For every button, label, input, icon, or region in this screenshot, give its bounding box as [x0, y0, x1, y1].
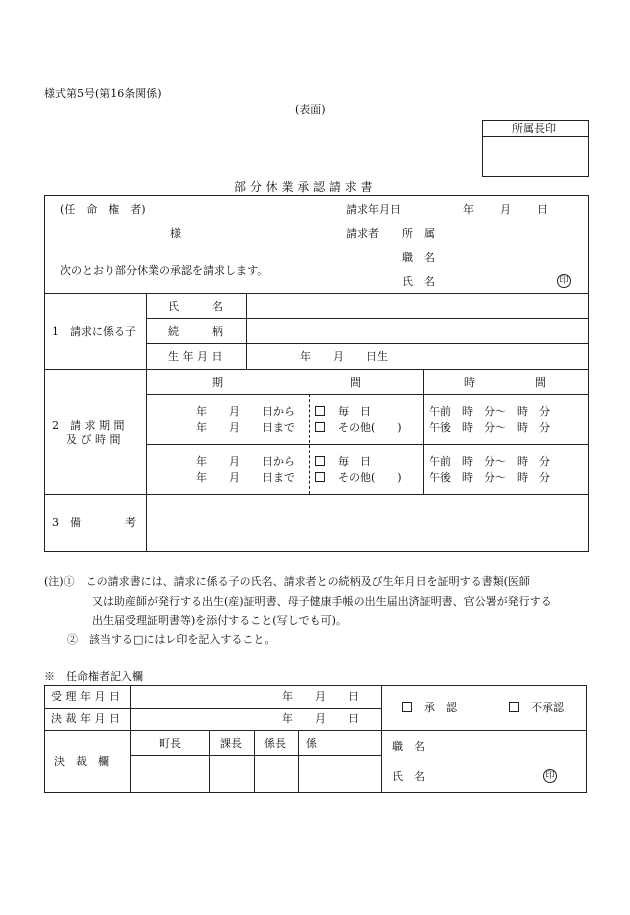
- form-number: 様式第5号(第16条関係): [44, 87, 162, 100]
- daily-option: 毎 日: [338, 405, 371, 418]
- disapprove-label: 不承認: [531, 701, 564, 714]
- note1-line2: 又は助産師が発行する出生(産)証明書、母子健康手帳の出生届出済証明書、官公署が発行する: [92, 595, 552, 608]
- decision-column-label: 決 裁 欄: [54, 755, 109, 768]
- received-date-label: 受 理 年 月 日: [51, 690, 120, 703]
- appointer-label: (任 命 権 者): [60, 203, 146, 216]
- child-birth-value: 年 月 日生: [300, 350, 388, 363]
- col-staff: 係: [306, 737, 317, 750]
- note1-line1: (注)① この請求書には、請求に係る子の氏名、請求者との続柄及び生年月日を証明する書類(医師: [44, 575, 530, 588]
- period-from: 年 月 日から: [196, 405, 295, 418]
- period-to: 年 月 日まで: [196, 471, 295, 484]
- col-subsection-chief: 係長: [264, 737, 286, 750]
- name-label: 氏 名: [402, 275, 435, 288]
- approve-checkbox[interactable]: [402, 702, 412, 712]
- section1-label: 1 請求に係る子: [52, 325, 136, 338]
- col-period-left: 期: [212, 376, 223, 389]
- decided-date-label: 決 裁 年 月 日: [51, 712, 120, 725]
- section2-label-line2: 及 び 時 間: [66, 433, 121, 446]
- other-option: その他( ): [338, 421, 402, 434]
- sama-label: 様: [170, 227, 181, 240]
- request-date-year: 年: [463, 203, 474, 216]
- request-date-label: 請求年月日: [346, 203, 401, 216]
- approver-position-label: 職 名: [392, 740, 425, 753]
- request-text: 次のとおり部分休業の承認を請求します。: [60, 264, 269, 277]
- child-birth-label: 生 年 月 日: [168, 350, 223, 363]
- requester-label: 請求者: [346, 227, 379, 240]
- approver-name-label: 氏 名: [392, 770, 425, 783]
- daily-checkbox[interactable]: [315, 456, 325, 466]
- time-pm: 午後 時 分～ 時 分: [429, 421, 550, 434]
- approver-seal-icon: 印: [543, 769, 557, 783]
- child-name-label: 氏 名: [168, 300, 223, 313]
- received-date-value: 年 月 日: [282, 690, 359, 703]
- appointer-section-title: ※ 任命権者記入欄: [44, 670, 143, 683]
- daily-checkbox[interactable]: [315, 406, 325, 416]
- request-date-month: 月: [500, 203, 511, 216]
- main-form: [44, 195, 589, 552]
- time-am: 午前 時 分～ 時 分: [429, 455, 550, 468]
- daily-option: 毎 日: [338, 455, 371, 468]
- note1-line3: 出生届受理証明書等)を添付すること(写しでも可)。: [92, 614, 347, 627]
- child-relation-label: 続 柄: [168, 325, 223, 338]
- time-pm: 午後 時 分～ 時 分: [429, 471, 550, 484]
- col-period-right: 間: [350, 376, 361, 389]
- other-checkbox[interactable]: [315, 422, 325, 432]
- other-option: その他( ): [338, 471, 402, 484]
- period-to: 年 月 日まで: [196, 421, 295, 434]
- col-mayor: 町長: [159, 737, 181, 750]
- approve-label: 承 認: [424, 701, 457, 714]
- col-time-right: 間: [535, 376, 546, 389]
- other-checkbox[interactable]: [315, 472, 325, 482]
- form-side: (表面): [295, 103, 326, 116]
- disapprove-checkbox[interactable]: [509, 702, 519, 712]
- note2: ② 該当する□にはレ印を記入すること。: [67, 633, 276, 646]
- col-time-left: 時: [464, 376, 475, 389]
- position-label: 職 名: [402, 251, 435, 264]
- time-am: 午前 時 分～ 時 分: [429, 405, 550, 418]
- seal-icon: 印: [557, 274, 571, 288]
- request-date-day: 日: [537, 203, 548, 216]
- section3-label: 3 備 考: [52, 516, 136, 529]
- col-section-chief: 課長: [220, 737, 242, 750]
- period-from: 年 月 日から: [196, 455, 295, 468]
- affiliation-label: 所 属: [402, 227, 435, 240]
- page-title: 部 分 休 業 承 認 請 求 書: [234, 180, 373, 194]
- decided-date-value: 年 月 日: [282, 712, 359, 725]
- section2-label-line1: 2 請 求 期 間: [52, 419, 125, 432]
- stamp-box-label: 所属長印: [512, 122, 556, 135]
